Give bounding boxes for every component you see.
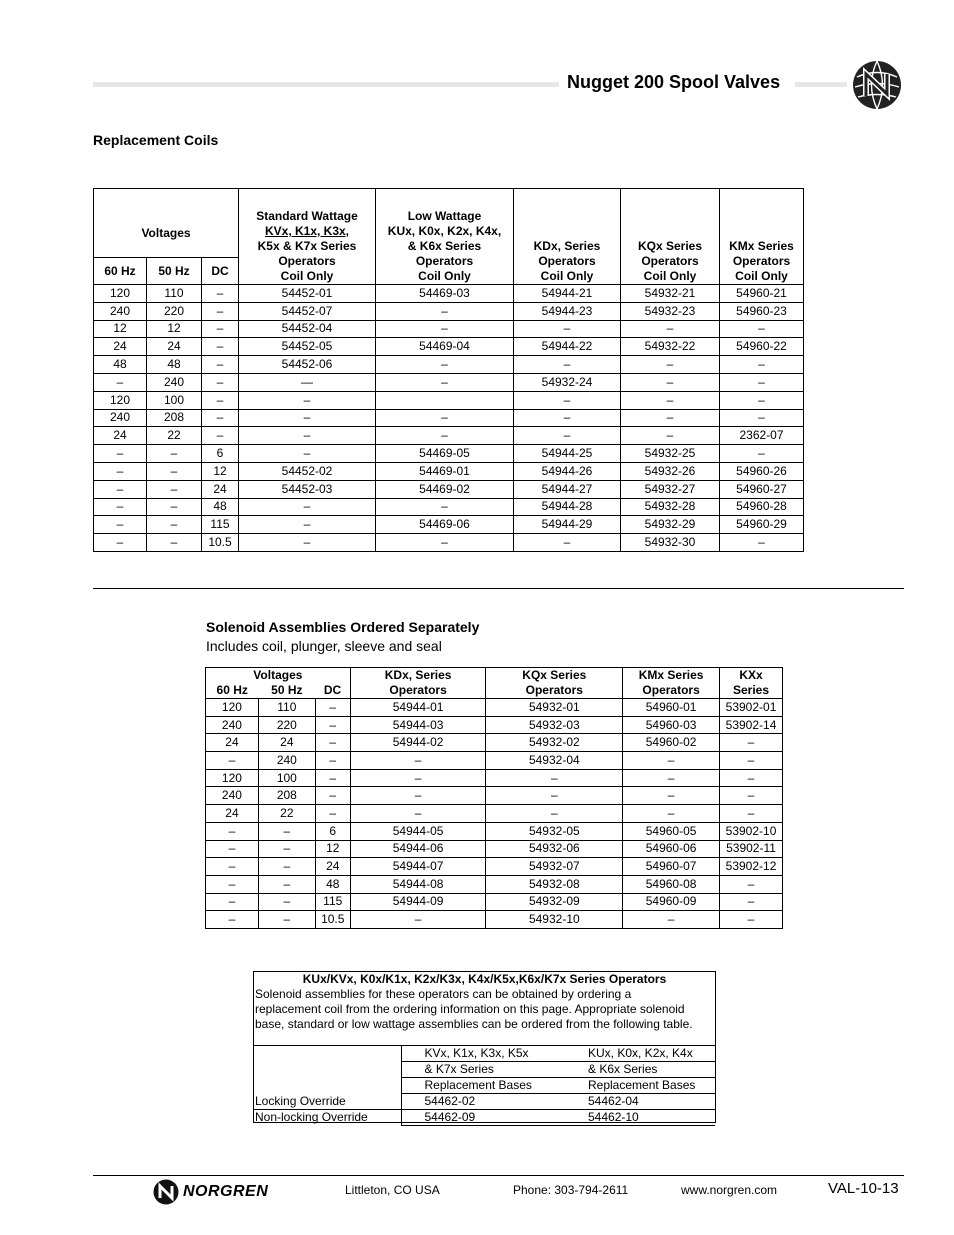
sa-cell: 54944-08 [350, 875, 486, 893]
rc-cell: 24 [147, 338, 202, 356]
rc-cell: – [239, 409, 376, 427]
col-dc: DC [202, 258, 239, 285]
rc-cell: – [720, 409, 804, 427]
sa-cell: – [258, 858, 315, 876]
rc-cell: – [514, 320, 621, 338]
col-low-wattage: Low Wattage KUx, K0x, K2x, K4x, & K6x Series Operators Coil Only [376, 189, 514, 285]
sa-cell: 54960-01 [623, 699, 720, 717]
rc-cell: 54932-24 [514, 373, 621, 391]
sa-cell: 115 [315, 893, 350, 911]
footer-phone: Phone: 303-794-2611 [513, 1183, 629, 1197]
rc-cell: 24 [94, 427, 147, 445]
rc-cell: – [514, 427, 621, 445]
sa-cell: 54960-02 [623, 734, 720, 752]
sa-cell: – [315, 699, 350, 717]
rc-cell: 54944-26 [514, 462, 621, 480]
sa-cell: 54960-07 [623, 858, 720, 876]
sa-cell: – [720, 911, 783, 929]
rc-row [94, 427, 804, 445]
sa-cell: – [350, 769, 486, 787]
rc-cell: – [147, 498, 202, 516]
sa-cell: – [315, 752, 350, 770]
rc-cell: – [147, 516, 202, 534]
rc-cell: – [376, 373, 514, 391]
sa-cell: – [720, 769, 783, 787]
voltages-header: Voltages [94, 189, 239, 258]
sa-cell: 54932-06 [486, 840, 623, 858]
rc-cell: 54452-05 [239, 338, 376, 356]
rc-row [94, 480, 804, 498]
rc-cell: – [720, 534, 804, 552]
rc-cell: – [376, 534, 514, 552]
rc-cell: – [514, 391, 621, 409]
sa-cell: 53902-14 [720, 716, 783, 734]
sa-cell: 12 [315, 840, 350, 858]
rc-cell: 54944-28 [514, 498, 621, 516]
sa-cell: 120 [206, 699, 259, 717]
sa-cell: – [720, 875, 783, 893]
rc-cell: 54944-27 [514, 480, 621, 498]
rc-cell: 100 [147, 391, 202, 409]
rc-cell: 120 [94, 391, 147, 409]
sa-row [206, 752, 783, 770]
rc-cell: 54932-22 [621, 338, 720, 356]
rc-cell: 22 [147, 427, 202, 445]
sa-cell: – [720, 787, 783, 805]
sa-cell: 54932-05 [486, 822, 623, 840]
note-box-line-3: base, standard or low wattage assemblies can be ordered from the following table. [255, 1017, 693, 1031]
sa-cell: – [486, 787, 623, 805]
sa-cell: 24 [206, 805, 259, 823]
sa-row [206, 858, 783, 876]
sa-row [206, 840, 783, 858]
sa-row [206, 893, 783, 911]
rc-cell: 2362-07 [720, 427, 804, 445]
solenoid-assemblies-subtitle: Includes coil, plunger, sleeve and seal [206, 638, 442, 654]
sa-cell: 53902-01 [720, 699, 783, 717]
sa-cell: – [315, 716, 350, 734]
rc-cell: – [720, 373, 804, 391]
rc-cell: – [202, 338, 239, 356]
rc-cell: – [376, 427, 514, 445]
sa-cell: 240 [206, 716, 259, 734]
rc-cell: 115 [202, 516, 239, 534]
sa-voltages-header: Voltages [206, 668, 351, 684]
sa-cell: 24 [258, 734, 315, 752]
rc-cell: 54932-29 [621, 516, 720, 534]
rc-cell: 120 [94, 285, 147, 303]
sa-cell: – [315, 787, 350, 805]
sa-cell: – [720, 734, 783, 752]
rc-cell: – [147, 462, 202, 480]
rc-cell: – [514, 356, 621, 374]
rc-cell: – [202, 320, 239, 338]
bases-col1-line1: KVx, K1x, K3x, K5x [424, 1046, 529, 1060]
rc-cell: 48 [94, 356, 147, 374]
sa-cell: – [206, 858, 259, 876]
rc-row [94, 285, 804, 303]
note-box-line-1: Solenoid assemblies for these operators can be obtained by ordering a [255, 987, 632, 1001]
rc-cell: – [720, 445, 804, 463]
rc-row [94, 391, 804, 409]
rc-cell: – [514, 409, 621, 427]
sa-cell: 54960-06 [623, 840, 720, 858]
rc-cell: 54469-02 [376, 480, 514, 498]
rc-cell: – [147, 534, 202, 552]
sa-cell: 53902-11 [720, 840, 783, 858]
sa-cell: 54960-03 [623, 716, 720, 734]
sa-cell: 53902-12 [720, 858, 783, 876]
sa-col-60hz: 60 Hz [206, 683, 259, 699]
sa-row [206, 734, 783, 752]
rc-cell: 12 [202, 462, 239, 480]
sa-col-kd: KDx, Series Operators [350, 668, 486, 699]
rc-cell: 12 [94, 320, 147, 338]
col-60hz: 60 Hz [94, 258, 147, 285]
sa-cell: 54944-05 [350, 822, 486, 840]
rc-row [94, 409, 804, 427]
sa-cell: 54932-04 [486, 752, 623, 770]
sa-col-50hz: 50 Hz [271, 683, 303, 697]
sa-cell: 54944-06 [350, 840, 486, 858]
note-box-line-2: replacement coil from the ordering information on this page. Appropriate solenoid [255, 1002, 685, 1016]
rc-cell: 54944-21 [514, 285, 621, 303]
rc-cell: – [720, 356, 804, 374]
sa-cell: – [720, 893, 783, 911]
footer-website[interactable]: www.norgren.com [681, 1183, 778, 1197]
rc-cell: – [621, 320, 720, 338]
sa-cell: 54944-07 [350, 858, 486, 876]
rc-cell: 48 [202, 498, 239, 516]
rc-cell: – [621, 373, 720, 391]
rc-cell: – [239, 427, 376, 445]
rc-cell: 54944-22 [514, 338, 621, 356]
rc-cell: 54960-29 [720, 516, 804, 534]
solenoid-assemblies-table [205, 667, 783, 929]
rc-cell: 54452-04 [239, 320, 376, 338]
rc-cell: – [94, 373, 147, 391]
rc-cell: 54932-30 [621, 534, 720, 552]
note-box-title: KUx/KVx, K0x/K1x, K2x/K3x, K4x/K5x,K6x/K7x Series Operators [302, 972, 667, 986]
sa-cell: – [350, 752, 486, 770]
sa-cell: 24 [206, 734, 259, 752]
sa-cell: 208 [258, 787, 315, 805]
sa-cell: 120 [206, 769, 259, 787]
sa-cell: 220 [258, 716, 315, 734]
sa-cell: 240 [258, 752, 315, 770]
sa-cell: – [350, 805, 486, 823]
sa-cell: 54932-07 [486, 858, 623, 876]
rc-cell: — [239, 373, 376, 391]
rc-cell: 54452-01 [239, 285, 376, 303]
rc-cell: – [376, 356, 514, 374]
rc-cell: – [202, 409, 239, 427]
norgren-wordmark: NORGREN [183, 1183, 269, 1200]
sa-cell: – [350, 787, 486, 805]
sa-cell: – [486, 805, 623, 823]
rc-row [94, 498, 804, 516]
rc-cell: – [94, 462, 147, 480]
rc-cell: 54452-02 [239, 462, 376, 480]
sa-cell: 53902-10 [720, 822, 783, 840]
rc-cell: – [239, 445, 376, 463]
rc-row [94, 462, 804, 480]
rc-cell: – [376, 302, 514, 320]
locking-override-v2: 54462-04 [561, 1094, 715, 1110]
sa-cell: – [315, 805, 350, 823]
sa-col-kq: KQx Series Operators [486, 668, 623, 699]
rc-cell: 6 [202, 445, 239, 463]
sa-row [206, 822, 783, 840]
rc-cell: 54944-25 [514, 445, 621, 463]
sa-cell: – [720, 805, 783, 823]
sa-cell: 54960-08 [623, 875, 720, 893]
rc-cell: 24 [94, 338, 147, 356]
sa-cell: 24 [315, 858, 350, 876]
sa-cell: 6 [315, 822, 350, 840]
rc-cell: – [514, 534, 621, 552]
sa-cell: 110 [258, 699, 315, 717]
sa-row [206, 716, 783, 734]
rc-row [94, 516, 804, 534]
col-kd-series: KDx, Series Operators Coil Only [514, 189, 621, 285]
rc-row [94, 356, 804, 374]
rc-cell: – [239, 534, 376, 552]
sa-cell: – [315, 734, 350, 752]
rc-cell: – [621, 427, 720, 445]
rc-cell: – [376, 498, 514, 516]
rc-cell: – [94, 498, 147, 516]
rc-cell: 54932-23 [621, 302, 720, 320]
header-rule-right [795, 82, 847, 87]
sa-cell: 54944-09 [350, 893, 486, 911]
sa-cell: – [206, 822, 259, 840]
bases-col1-line3: Replacement Bases [401, 1078, 561, 1094]
rc-cell: – [239, 498, 376, 516]
sa-col-dc: DC [323, 683, 342, 697]
rc-row [94, 302, 804, 320]
rc-cell: – [239, 391, 376, 409]
col-kq-series: KQx Series Operators Coil Only [621, 189, 720, 285]
rc-cell: 54932-26 [621, 462, 720, 480]
norgren-logo-icon [153, 1179, 179, 1205]
sa-row [206, 911, 783, 929]
col-50hz: 50 Hz [147, 258, 202, 285]
rc-cell: 54932-25 [621, 445, 720, 463]
header-rule-left [93, 82, 559, 87]
sa-cell: – [315, 769, 350, 787]
sa-cell: – [623, 805, 720, 823]
rc-cell: 54469-01 [376, 462, 514, 480]
rc-cell: 24 [202, 480, 239, 498]
rc-cell: 48 [147, 356, 202, 374]
sa-cell: – [486, 769, 623, 787]
sa-cell: – [258, 875, 315, 893]
rc-cell: 220 [147, 302, 202, 320]
rc-cell: – [147, 480, 202, 498]
non-locking-override-label: Non-locking Override [254, 1110, 401, 1126]
rc-cell: 240 [94, 409, 147, 427]
rc-cell: – [202, 373, 239, 391]
rc-cell: 54960-27 [720, 480, 804, 498]
rc-cell: 54452-06 [239, 356, 376, 374]
rc-row [94, 338, 804, 356]
rc-cell: 110 [147, 285, 202, 303]
rc-cell: 240 [94, 302, 147, 320]
sa-cell: – [350, 911, 486, 929]
sa-cell: 54932-10 [486, 911, 623, 929]
rc-cell: – [94, 445, 147, 463]
rc-cell: 54932-28 [621, 498, 720, 516]
rc-cell: 54469-03 [376, 285, 514, 303]
rc-cell: – [720, 320, 804, 338]
sa-cell: – [206, 893, 259, 911]
sa-cell: 54944-01 [350, 699, 486, 717]
sa-cell: – [206, 875, 259, 893]
sa-cell: – [258, 840, 315, 858]
sa-cell: – [623, 911, 720, 929]
col-standard-wattage: Standard Wattage KVx, K1x, K3x, K5x & K7x Series Operators Coil Only [239, 189, 376, 285]
sa-cell: 100 [258, 769, 315, 787]
sa-row [206, 787, 783, 805]
sa-cell: 240 [206, 787, 259, 805]
rc-cell: – [202, 302, 239, 320]
rc-cell: – [376, 409, 514, 427]
sa-row [206, 805, 783, 823]
sa-cell: 54932-09 [486, 893, 623, 911]
note-box [253, 971, 716, 1123]
sa-row [206, 769, 783, 787]
sa-cell: 10.5 [315, 911, 350, 929]
bases-col2-line2: & K6x Series [561, 1062, 715, 1078]
sa-cell: – [258, 893, 315, 911]
rc-cell: – [94, 480, 147, 498]
col-km-series: KMx Series Operators Coil Only [720, 189, 804, 285]
sa-cell: – [720, 752, 783, 770]
sa-cell: 48 [315, 875, 350, 893]
rc-cell: 54944-23 [514, 302, 621, 320]
sa-cell: – [206, 840, 259, 858]
sa-cell: – [206, 752, 259, 770]
sa-cell: – [623, 752, 720, 770]
rc-cell: 54932-27 [621, 480, 720, 498]
sa-cell: – [206, 911, 259, 929]
page-number: VAL-10-13 [828, 1180, 899, 1197]
solenoid-assemblies-title: Solenoid Assemblies Ordered Separately [206, 619, 480, 635]
rc-cell: 240 [147, 373, 202, 391]
sa-cell: – [623, 787, 720, 805]
sa-row [206, 875, 783, 893]
rc-cell: – [202, 391, 239, 409]
sa-cell: 54932-02 [486, 734, 623, 752]
rc-cell: 54469-05 [376, 445, 514, 463]
rc-cell: – [239, 516, 376, 534]
rc-cell: 54469-06 [376, 516, 514, 534]
non-locking-override-v2: 54462-10 [561, 1110, 715, 1126]
rc-cell: 54960-22 [720, 338, 804, 356]
rc-cell: 54960-23 [720, 302, 804, 320]
section-divider [93, 588, 904, 589]
rc-cell: – [621, 391, 720, 409]
rc-cell: – [202, 285, 239, 303]
footer-location: Littleton, CO USA [345, 1183, 440, 1197]
sa-cell: 54932-03 [486, 716, 623, 734]
rc-cell: – [621, 356, 720, 374]
norgren-logo [153, 1178, 268, 1206]
rc-row [94, 373, 804, 391]
replacement-coils-table [93, 188, 804, 552]
bases-col2-line1: KUx, K0x, K2x, K4x [588, 1046, 693, 1060]
rc-cell: – [202, 427, 239, 445]
sa-cell: 54960-05 [623, 822, 720, 840]
rc-cell: 54960-26 [720, 462, 804, 480]
replacement-bases-table [254, 1045, 715, 1126]
sa-col-kx: KXx Series [720, 668, 783, 699]
sa-cell: 54960-09 [623, 893, 720, 911]
norgren-globe-icon [852, 60, 902, 110]
sa-cell: – [258, 822, 315, 840]
sa-cell: – [258, 911, 315, 929]
rc-cell: – [94, 534, 147, 552]
rc-cell: 10.5 [202, 534, 239, 552]
sa-cell: – [623, 769, 720, 787]
footer-rule [93, 1175, 904, 1176]
bases-col2-line3: Replacement Bases [561, 1078, 715, 1094]
replacement-coils-title: Replacement Coils [93, 132, 219, 148]
rc-cell: 54452-07 [239, 302, 376, 320]
sa-row [206, 699, 783, 717]
sa-col-km: KMx Series Operators [623, 668, 720, 699]
rc-cell: – [202, 356, 239, 374]
rc-cell: 54469-04 [376, 338, 514, 356]
rc-cell: 54932-21 [621, 285, 720, 303]
rc-row [94, 320, 804, 338]
page-title: Nugget 200 Spool Valves [567, 72, 781, 92]
rc-cell: – [376, 320, 514, 338]
sa-cell: 54944-03 [350, 716, 486, 734]
locking-override-label: Locking Override [254, 1094, 401, 1110]
non-locking-override-v1: 54462-09 [401, 1110, 561, 1126]
rc-cell: 12 [147, 320, 202, 338]
sa-cell: 22 [258, 805, 315, 823]
sa-cell: 54944-02 [350, 734, 486, 752]
rc-cell: – [147, 445, 202, 463]
rc-cell [376, 391, 514, 409]
locking-override-v1: 54462-02 [401, 1094, 561, 1110]
rc-cell: 208 [147, 409, 202, 427]
rc-row [94, 445, 804, 463]
rc-cell: 54960-21 [720, 285, 804, 303]
rc-cell: 54960-28 [720, 498, 804, 516]
sa-cell: 54932-08 [486, 875, 623, 893]
rc-row [94, 534, 804, 552]
sa-cell: 54932-01 [486, 699, 623, 717]
rc-cell: – [621, 409, 720, 427]
rc-cell: – [720, 391, 804, 409]
rc-cell: 54944-29 [514, 516, 621, 534]
bases-col1-line2: & K7x Series [401, 1062, 561, 1078]
rc-cell: – [94, 516, 147, 534]
rc-cell: 54452-03 [239, 480, 376, 498]
